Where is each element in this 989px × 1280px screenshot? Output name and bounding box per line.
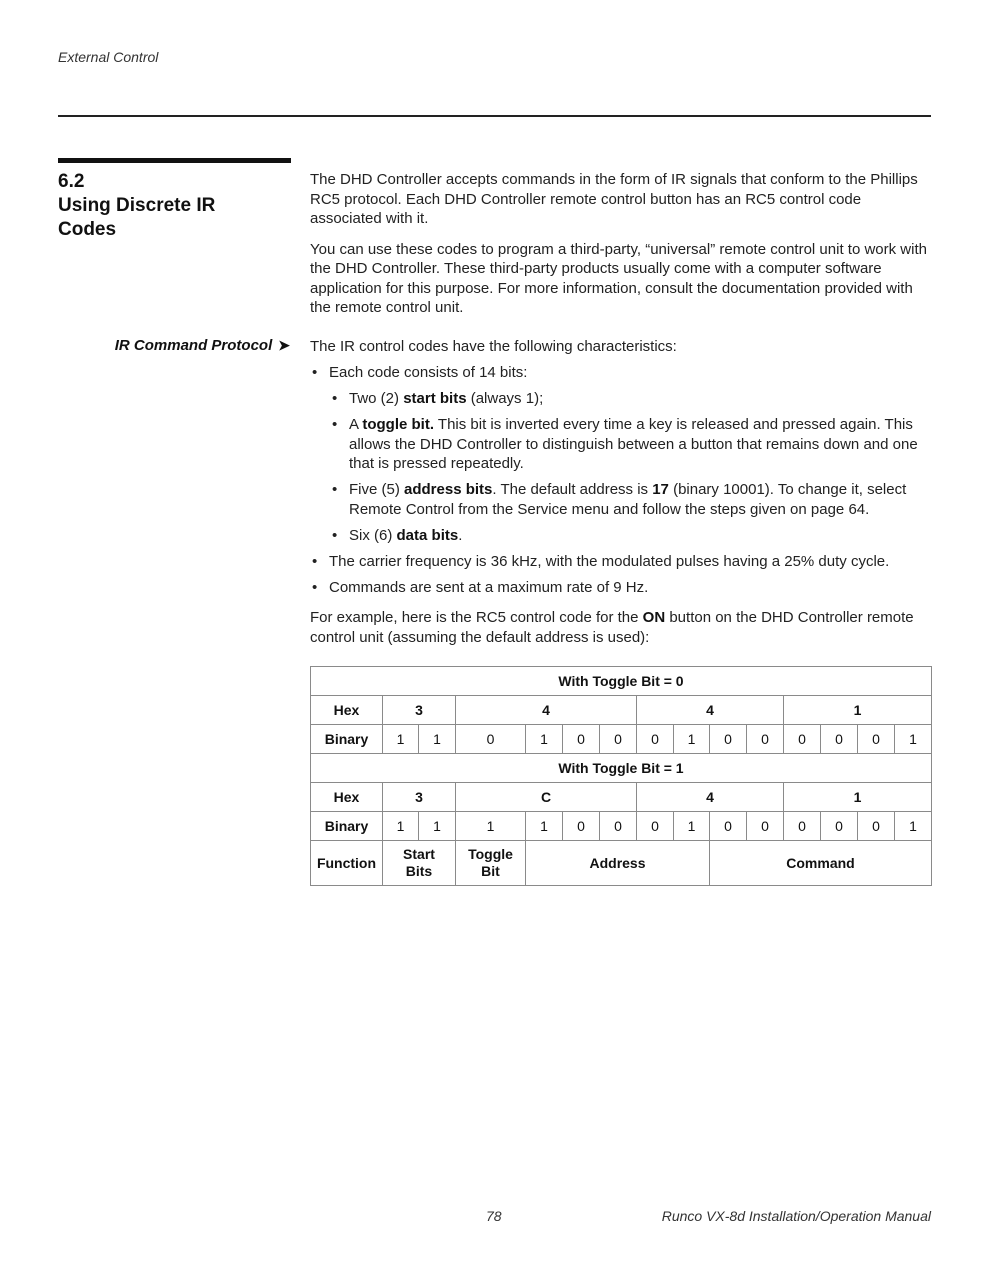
bit-cell: 1 (419, 725, 456, 754)
function-toggle-bit: Toggle Bit (456, 841, 526, 886)
function-label: Function (311, 841, 383, 886)
hex-cell: 4 (637, 696, 784, 725)
intro-text (310, 170, 932, 329)
hex-label: Hex (311, 783, 383, 812)
side-head-label: IR Command Protocol (114, 337, 273, 354)
table-row (311, 725, 932, 754)
bit-cell: 0 (747, 812, 784, 841)
side-head (58, 337, 290, 354)
list-item: • Five (5) address bits. The default address is 17 (binary 10001). To change it, select Remote Control from the Service menu and follow the steps given on page 64. (310, 480, 932, 519)
bit-cell: 0 (858, 812, 895, 841)
header-rule (58, 115, 931, 117)
bit-cell: 1 (526, 725, 563, 754)
table-row (311, 696, 932, 725)
list-item: • Commands are sent at a maximum rate of 9 Hz. (310, 578, 932, 598)
protocol-lead: The IR control codes have the following characteristics: (310, 338, 677, 355)
bit-cell: 0 (858, 725, 895, 754)
function-command: Command (710, 841, 932, 886)
toggle1-title: With Toggle Bit = 1 (311, 754, 932, 783)
bit-cell: 0 (637, 812, 674, 841)
table-row (311, 841, 932, 886)
table-row (311, 667, 932, 696)
bit-cell: 0 (710, 812, 747, 841)
bit-cell: 0 (784, 725, 821, 754)
bit-cell: 0 (637, 725, 674, 754)
hex-cell: 4 (637, 783, 784, 812)
bit-cell: 1 (456, 812, 526, 841)
example-paragraph: For example, here is the RC5 control code for the ON button on the DHD Controller remote control unit (assuming the default address is used): (310, 609, 914, 646)
hex-cell: 1 (784, 783, 932, 812)
rc5-code-table (310, 666, 932, 886)
list-item: • Two (2) start bits (always 1); (310, 389, 932, 409)
binary-label: Binary (311, 725, 383, 754)
hex-cell: 3 (383, 783, 456, 812)
bit-cell: 1 (526, 812, 563, 841)
toggle0-title: With Toggle Bit = 0 (311, 667, 932, 696)
list-item: • Six (6) data bits. (310, 526, 932, 546)
bit-cell: 0 (821, 725, 858, 754)
bit-cell: 0 (563, 812, 600, 841)
hex-cell: 3 (383, 696, 456, 725)
bit-cell: 1 (419, 812, 456, 841)
function-address: Address (526, 841, 710, 886)
bit-cell: 1 (383, 725, 419, 754)
section-title-line2: Codes (58, 219, 117, 240)
bit-cell: 0 (710, 725, 747, 754)
bit-cell: 1 (895, 725, 932, 754)
list-item: • Each code consists of 14 bits: (310, 363, 932, 383)
table-row (311, 812, 932, 841)
bit-cell: 1 (895, 812, 932, 841)
bit-cell: 0 (747, 725, 784, 754)
bit-cell: 0 (456, 725, 526, 754)
section-rule (58, 158, 291, 163)
binary-label: Binary (311, 812, 383, 841)
table-row (311, 783, 932, 812)
list-item: • A toggle bit. This bit is inverted every time a key is released and pressed again. This allows the DHD Controller to distinguish between a button that remains down and one that is pressed repeatedly. (310, 415, 932, 474)
protocol-text (310, 337, 932, 658)
hex-cell: 4 (456, 696, 637, 725)
intro-paragraph-1: The DHD Controller accepts commands in the form of IR signals that conform to the Phillips RC5 protocol. Each DHD Controller remote control button has an RC5 control code associated with it. (310, 171, 918, 227)
hex-cell: C (456, 783, 637, 812)
bit-cell: 0 (784, 812, 821, 841)
hex-label: Hex (311, 696, 383, 725)
bit-cell: 1 (674, 725, 710, 754)
bit-cell: 0 (600, 812, 637, 841)
page-number: 78 (486, 1208, 502, 1224)
bit-cell: 0 (563, 725, 600, 754)
section-number: 6.2 (58, 171, 85, 192)
arrow-right-icon: ➤ (278, 337, 290, 353)
manual-title: Runco VX-8d Installation/Operation Manual (661, 1208, 931, 1224)
section-title (58, 170, 298, 242)
bit-cell: 1 (674, 812, 710, 841)
list-item: • The carrier frequency is 36 kHz, with the modulated pulses having a 25% duty cycle. (310, 552, 932, 572)
bit-cell: 0 (600, 725, 637, 754)
intro-paragraph-2: You can use these codes to program a third-party, “universal” remote control unit to work with the DHD Controller. These third-party products usually come with a computer software application for this purpose. For more information, consult the documentation provided with the remote control unit. (310, 240, 927, 316)
running-head: External Control (58, 49, 159, 65)
bit-cell: 1 (383, 812, 419, 841)
section-title-line1: Using Discrete IR (58, 195, 216, 216)
table-row (311, 754, 932, 783)
function-start-bits: Start Bits (383, 841, 456, 886)
bit-cell: 0 (821, 812, 858, 841)
hex-cell: 1 (784, 696, 932, 725)
